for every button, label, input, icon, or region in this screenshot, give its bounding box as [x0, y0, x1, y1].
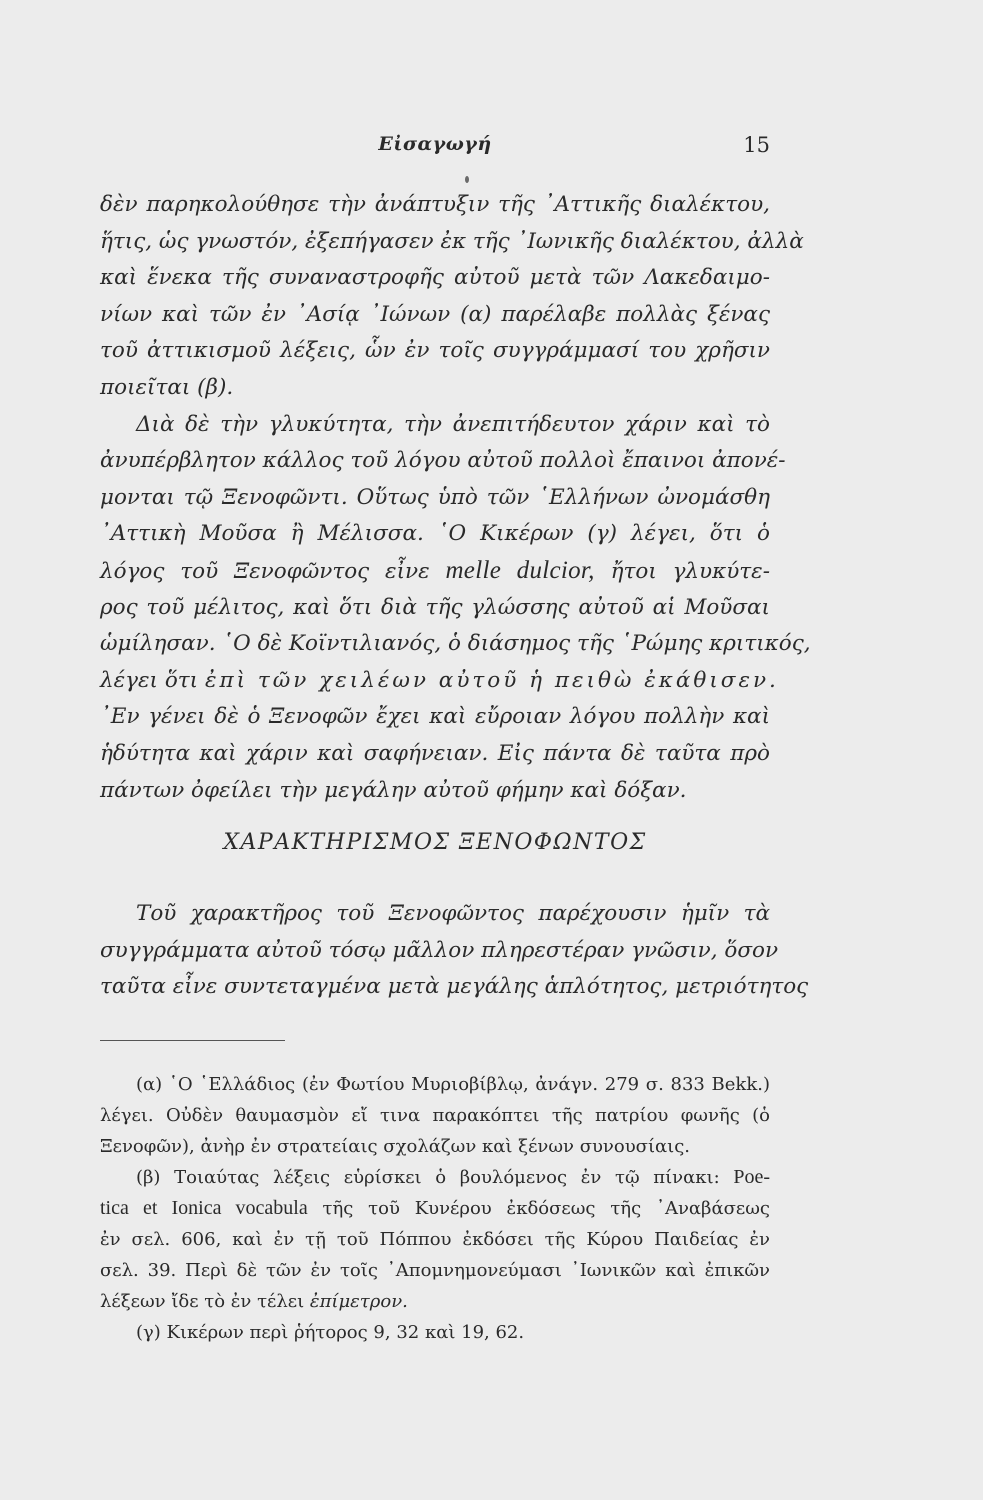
footnote-line: (α) ῾Ο ῾Ελλάδιος (ἐν Φωτίου Μυριοβίβλῳ, ἀνάγν. 279 σ. 833 Bekk.) [136, 1074, 770, 1095]
footnote-line: σελ. 39. Περὶ δὲ τῶν ἐν τοῖς ᾿Απομνημονεύμασι ᾿Ιωνικῶν καὶ ἐπικῶν [100, 1260, 770, 1281]
text-line: Διὰ δὲ τὴν γλυκύτητα, τὴν ἀνεπιτήδευτον χάριν καὶ τὸ [136, 411, 770, 437]
footnote-italic: ἐπίμετρον. [309, 1291, 408, 1312]
latin-phrase: melle dulcior, [445, 556, 595, 584]
footnotes [100, 1069, 770, 1348]
footnote-segment: τῆς τοῦ Κυνέρου ἐκδόσεως τῆς ᾿Αναβάσεως [322, 1198, 770, 1219]
footnote-line: ἐν σελ. 606, καὶ ἐν τῇ τοῦ Πόππου ἐκδόσει τῆς Κύρου Παιδείας ἐν [100, 1229, 770, 1250]
text-segment: ἤτοι γλυκύτε- [610, 558, 770, 584]
latin-phrase: tica et Ionica vocabula [100, 1197, 308, 1219]
text-line: πάντων ὀφείλει τὴν μεγάλην αὐτοῦ φήμην καὶ δόξαν. [100, 777, 687, 803]
text-line: ἡδύτητα καὶ χάριν καὶ σαφήνειαν. Εἰς πάντα δὲ ταῦτα πρὸ [100, 740, 770, 766]
text-line: μονται τῷ Ξενοφῶντι. Οὕτως ὑπὸ τῶν ῾Ελλήνων ὠνομάσθη [100, 484, 770, 510]
text-line: ᾿Εν γένει δὲ ὁ Ξενοφῶν ἔχει καὶ εὔροιαν λόγου πολλὴν καὶ [100, 704, 770, 730]
text-line: ταῦτα εἶνε συντεταγμένα μετὰ μεγάλης ἁπλότητος, μετριότητος [100, 974, 809, 1000]
footnote-line [100, 1162, 770, 1193]
text-line: ποιεῖται (β). [100, 374, 234, 400]
text-line [100, 553, 770, 590]
footnote-line: λέγει. Οὐδὲν θαυμασμὸν εἴ τινα παρακόπτει τῆς πατρίου φωνῆς (ὁ [100, 1105, 770, 1126]
text-line: ὡμίλησαν. ῾Ο δὲ Κοϊντιλιανός, ὁ διάσημος τῆς ῾Ρώμης κριτικός, [100, 631, 811, 657]
text-line: ἀνυπέρβλητον κάλλος τοῦ λόγου αὐτοῦ πολλοὶ ἔπαινοι ἀπονέ- [100, 448, 786, 474]
text-segment: λόγος τοῦ Ξενοφῶντος εἶνε [100, 558, 430, 584]
section-heading: ΧΑΡΑΚΤΗΡΙΣΜΟΣ ΞΕΝΟΦΩΝΤΟΣ [223, 830, 647, 855]
footnote-line: Ξενοφῶν), ἀνὴρ ἐν στρατείαις σχολάζων καὶ ξένων συνουσίαις. [100, 1136, 691, 1157]
ink-speck [465, 176, 469, 183]
latin-phrase: Poe- [733, 1166, 770, 1188]
spaced-quotation: ἐπὶ τῶν χειλέων αὐτοῦ ἡ πειθὼ ἐκάθισεν. [204, 667, 779, 693]
running-head [100, 133, 770, 163]
main-text [100, 187, 811, 809]
text-line: ρος τοῦ μέλιτος, καὶ ὅτι διὰ τῆς γλώσσης αὐτοῦ αἱ Μοῦσαι [100, 594, 770, 620]
text-segment: λέγει ὅτι [100, 667, 199, 693]
text-line [100, 663, 779, 700]
text-line: καὶ ἕνεκα τῆς συναναστροφῆς αὐτοῦ μετὰ τῶν Λακεδαιμο- [100, 265, 770, 291]
text-line: δὲν παρηκολούθησε τὴν ἀνάπτυξιν τῆς ᾿Αττικῆς διαλέκτου, [100, 192, 770, 217]
footnote-segment: λέξεων ἴδε τὸ ἐν τέλει [100, 1291, 305, 1312]
text-line: τοῦ ἀττικισμοῦ λέξεις, ὧν ἐν τοῖς συγγράμμασί του χρῆσιν [100, 338, 770, 364]
page-number: 15 [743, 133, 770, 157]
text-line: Τοῦ χαρακτῆρος τοῦ Ξενοφῶντος παρέχουσιν ἡμῖν τὰ [136, 901, 770, 926]
footnote-rule [100, 1040, 285, 1041]
footnote-segment: (β) Τοιαύτας λέξεις εὑρίσκει ὁ βουλόμενος ἐν τῷ πίνακι: [136, 1167, 720, 1188]
running-title: Εἰσαγωγή [378, 133, 492, 155]
footnote-line: (γ) Κικέρων περὶ ῥήτορος 9, 32 καὶ 19, 62. [136, 1322, 525, 1343]
section-text [100, 896, 809, 1006]
text-line: συγγράμματα αὐτοῦ τόσῳ μᾶλλον πληρεστέραν γνῶσιν, ὅσον [100, 937, 779, 963]
footnote-line [100, 1286, 770, 1317]
text-line: ἥτις, ὡς γνωστόν, ἐξεπήγασεν ἐκ τῆς ᾿Ιωνικῆς διαλέκτου, ἀλλὰ [100, 228, 804, 254]
text-line: νίων καὶ τῶν ἐν ᾿Ασίᾳ ᾿Ιώνων (α) παρέλαβε πολλὰς ξένας [100, 301, 770, 327]
text-line: ᾿Αττικὴ Μοῦσα ἢ Μέλισσα. ῾Ο Κικέρων (γ) λέγει, ὅτι ὁ [100, 521, 770, 547]
footnote-line [100, 1193, 770, 1224]
